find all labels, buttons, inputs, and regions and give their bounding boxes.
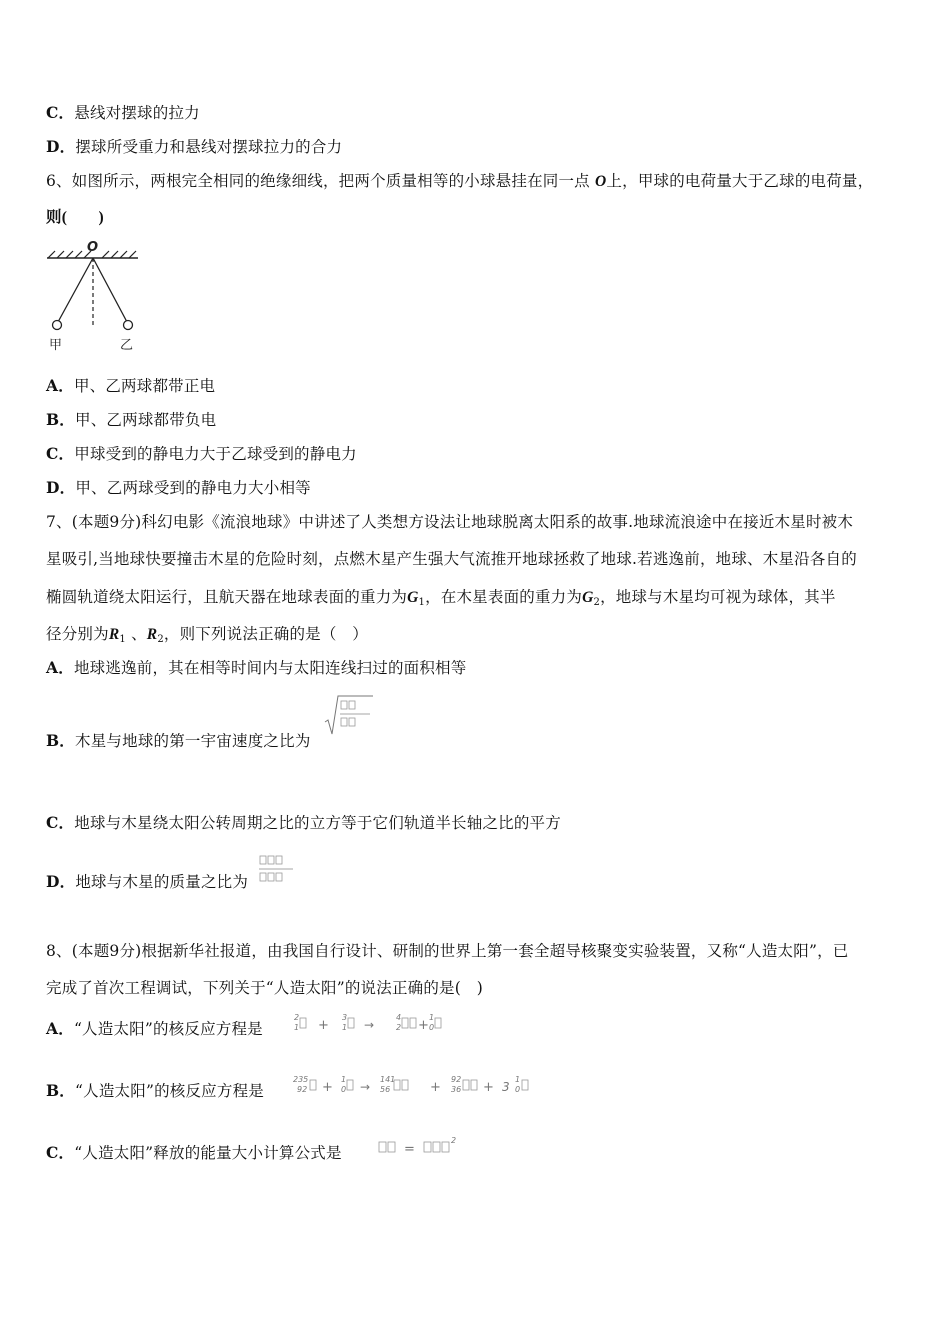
q6-stem-text-post: 上，甲球的电荷量大于乙球的电荷量， xyxy=(606,172,874,190)
option-text: “人造太阳”的核反应方程是 xyxy=(75,1082,264,1100)
svg-text:2: 2 xyxy=(294,1013,300,1022)
q7-stem-line3 xyxy=(46,587,836,613)
q7-stem-line1: 7、(本题9分)科幻电影《流浪地球》中讲述了人类想方设法让地球脱离太阳系的故事.地球流浪途中在接近木星时被木 xyxy=(46,513,854,531)
svg-text:+: + xyxy=(483,1080,494,1095)
left-thread xyxy=(58,258,93,322)
option-letter: C． xyxy=(46,1143,75,1162)
q7-text: 径分别为 xyxy=(46,625,109,643)
svg-text:56: 56 xyxy=(380,1085,391,1094)
q6-option-c xyxy=(46,444,357,464)
formula-fusion-equation xyxy=(292,1010,452,1036)
option-letter: D． xyxy=(46,478,76,497)
svg-text:0: 0 xyxy=(429,1023,435,1032)
svg-text:0: 0 xyxy=(341,1085,347,1094)
option-letter: C． xyxy=(46,813,75,832)
q7-text: 椭圆轨道绕太阳运行，且航天器在地球表面的重力为 xyxy=(46,588,408,606)
left-ball-label: 甲 xyxy=(49,338,63,353)
svg-text:1: 1 xyxy=(342,1023,348,1032)
option-text: 地球与木星的质量之比为 xyxy=(75,873,249,891)
option-text: 地球与木星绕太阳公转周期之比的立方等于它们轨道半长轴之比的平方 xyxy=(74,814,561,832)
subscript: 2 xyxy=(157,634,164,645)
option-letter: D． xyxy=(46,137,76,156)
option-text: 悬线对摆球的拉力 xyxy=(74,104,200,122)
svg-text:1: 1 xyxy=(294,1023,300,1032)
q6-option-b xyxy=(46,410,216,430)
q5-option-c xyxy=(46,103,200,123)
pendulum-figure xyxy=(44,236,144,354)
option-text: 甲、乙两球都带负电 xyxy=(75,411,217,429)
point-o-label: O xyxy=(595,173,607,190)
option-text: 地球逃逸前，其在相等时间内与太阳连线扫过的面积相等 xyxy=(73,659,467,677)
option-text: 甲、乙两球受到的静电力大小相等 xyxy=(75,479,311,497)
option-letter: B． xyxy=(46,731,76,750)
option-letter: C． xyxy=(46,103,75,122)
q7-text: ，则下列说法正确的是（ ） xyxy=(163,625,368,643)
svg-text:=: = xyxy=(404,1142,415,1157)
svg-text:92: 92 xyxy=(297,1085,308,1094)
q7-option-b xyxy=(46,731,311,751)
option-letter: B． xyxy=(46,1081,76,1100)
symbol-g: G xyxy=(582,589,594,606)
svg-text:235: 235 xyxy=(293,1075,309,1084)
formula-fission-equation xyxy=(292,1072,542,1098)
option-letter: B． xyxy=(46,410,76,429)
svg-text:1: 1 xyxy=(515,1075,521,1084)
formula-mass-ratio xyxy=(257,852,297,888)
left-ball xyxy=(53,321,62,330)
svg-text:→: → xyxy=(360,1080,371,1094)
q5-option-d xyxy=(46,137,342,157)
option-letter: D． xyxy=(46,872,76,891)
q6-option-d xyxy=(46,478,311,498)
q8-option-b xyxy=(46,1081,264,1101)
svg-text:3: 3 xyxy=(342,1013,348,1022)
option-letter: A． xyxy=(46,1019,74,1038)
svg-text:2: 2 xyxy=(396,1023,402,1032)
svg-text:3: 3 xyxy=(502,1080,510,1094)
separator: 、 xyxy=(131,625,147,643)
formula-mass-energy xyxy=(376,1134,476,1160)
svg-text:1: 1 xyxy=(341,1075,347,1084)
q6-stem-line2: 则( ) xyxy=(46,209,104,226)
option-text: 摆球所受重力和悬线对摆球拉力的合力 xyxy=(75,138,343,156)
option-text: “人造太阳”释放的能量大小计算公式是 xyxy=(74,1144,342,1162)
q6-stem-line1 xyxy=(46,171,873,192)
svg-text:36: 36 xyxy=(451,1085,462,1094)
option-text: 木星与地球的第一宇宙速度之比为 xyxy=(75,732,311,750)
q6-stem-text: 6、如图所示，两根完全相同的绝缘细线，把两个质量相等的小球悬挂在同一点 xyxy=(46,172,590,190)
option-text: “人造太阳”的核反应方程是 xyxy=(73,1020,263,1038)
svg-text:141: 141 xyxy=(380,1075,396,1084)
subscript: 2 xyxy=(593,597,601,608)
formula-sqrt-ratio xyxy=(324,694,374,736)
q7-option-a xyxy=(46,658,466,678)
svg-text:92: 92 xyxy=(451,1075,462,1084)
svg-text:+: + xyxy=(418,1018,429,1033)
svg-text:4: 4 xyxy=(396,1013,402,1022)
subscript: 1 xyxy=(418,597,426,608)
svg-text:0: 0 xyxy=(515,1085,521,1094)
symbol-r: R xyxy=(146,626,158,643)
q8-stem-line2: 完成了首次工程调试，下列关于“人造太阳”的说法正确的是( ) xyxy=(46,979,483,997)
svg-text:→: → xyxy=(364,1018,375,1032)
option-letter: C． xyxy=(46,444,75,463)
subscript: 1 xyxy=(119,634,126,645)
option-text: 甲球受到的静电力大于乙球受到的静电力 xyxy=(74,445,357,463)
q6-option-a xyxy=(46,376,215,396)
svg-text:+: + xyxy=(318,1018,329,1033)
right-ball xyxy=(124,321,133,330)
q8-stem-line1: 8、(本题9分)根据新华社报道，由我国自行设计、研制的世界上第一套全超导核聚变实验装置，又称“人造太阳”，已 xyxy=(46,942,849,960)
svg-text:2: 2 xyxy=(451,1136,457,1145)
svg-text:+: + xyxy=(322,1080,333,1095)
q7-text: ，地球与木星均可视为球体，其半 xyxy=(600,588,836,606)
q7-option-c xyxy=(46,813,561,833)
q7-option-d xyxy=(46,872,248,892)
right-ball-label: 乙 xyxy=(120,338,134,353)
q8-option-a xyxy=(46,1019,263,1039)
option-letter: A． xyxy=(46,658,74,677)
symbol-r: R xyxy=(108,626,120,643)
svg-text:+: + xyxy=(430,1080,441,1095)
option-letter: A． xyxy=(46,376,74,395)
symbol-g: G xyxy=(407,589,419,606)
option-text: 甲、乙两球都带正电 xyxy=(73,377,216,395)
q7-text: ，在木星表面的重力为 xyxy=(425,588,583,606)
right-thread xyxy=(93,258,127,322)
svg-text:1: 1 xyxy=(429,1013,435,1022)
q7-stem-line4 xyxy=(46,624,368,650)
q8-option-c xyxy=(46,1143,342,1163)
point-o-figure-label: O xyxy=(87,240,99,255)
q7-stem-line2: 星吸引,当地球快要撞击木星的危险时刻，点燃木星产生强大气流推开地球拯救了地球.若逃逸前，地球、木星沿各自的 xyxy=(46,550,857,568)
